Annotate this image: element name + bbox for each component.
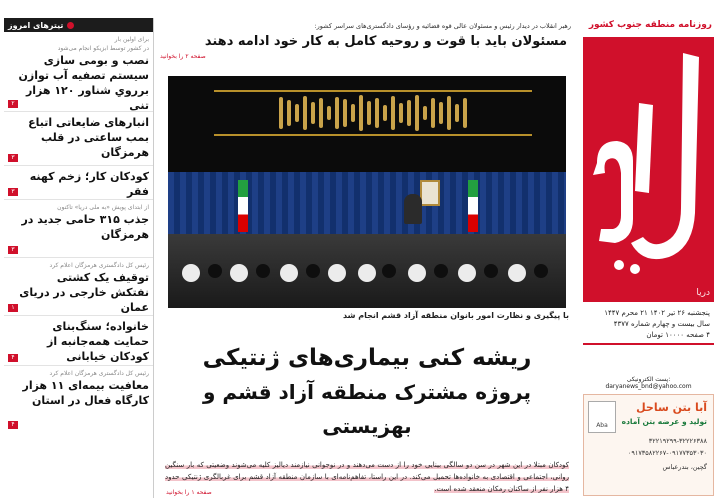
page-badge: ۲ <box>8 100 18 108</box>
ad-logo-text: Aba <box>596 422 608 429</box>
headlines-header-label: تیترهای امروز <box>8 20 64 30</box>
headline-title: کودکان کار؛ زخم کهنه فقر <box>29 170 149 198</box>
page-badge: ۳ <box>8 154 18 162</box>
main-story-page-ref[interactable]: صفحه ۱ را بخوانید <box>166 489 212 496</box>
headline-item[interactable] <box>4 166 153 200</box>
main-headline-line1: ریشه کنی بیماری‌های ژنتیکی <box>202 345 532 371</box>
headline-kicker: رئیس کل دادگستری هرمزگان اعلام کرد <box>49 262 149 269</box>
issue-date: پنجشنبه ۲۶ تیر ۱۴۰۲ ۲۱ محرم ۱۴۴۷ <box>604 309 710 317</box>
darya-logo-icon <box>583 43 714 293</box>
page-badge: ۳ <box>8 246 18 254</box>
headline-kicker: رئیس کل دادگستری هرمزگان اعلام کرد <box>49 370 149 377</box>
ad-logo <box>588 401 616 433</box>
headline-item[interactable] <box>4 366 153 432</box>
headline-item[interactable] <box>4 112 153 166</box>
headline-item[interactable] <box>4 32 153 112</box>
newspaper-slogan: روزنامه منطقه جنوب کشور <box>588 20 712 30</box>
calligraphy-banner <box>214 90 532 136</box>
masthead-column <box>583 18 714 498</box>
page-badge: ۱ <box>8 304 18 312</box>
top-story-kicker: رهبر انقلاب در دیدار رئیس و مسئولان عالی قوه قضائیه و رؤسای دادگستری‌های سراسر کشور: <box>314 22 571 30</box>
main-headline-line2: پروژه مشترک منطقه آزاد قشم و بهزیستی <box>203 380 531 438</box>
headline-item[interactable] <box>4 258 153 316</box>
headline-title: جذب ۳۱۵ حامی جدید در هرمزگان <box>21 213 149 241</box>
main-story-lead <box>165 459 569 495</box>
concrete-company-ad[interactable] <box>583 394 714 496</box>
ad-subtitle: تولید و عرضه بتن آماده <box>621 417 707 426</box>
issue-info <box>583 306 714 345</box>
issue-price: ۴ صفحه ۱۰۰۰۰ تومان <box>646 331 710 339</box>
front-page-center <box>160 18 575 498</box>
iran-flag <box>468 180 478 232</box>
headlines-header <box>4 18 153 32</box>
top-story-headline[interactable]: مسئولان باید با قوت و روحیه کامل به کار خود ادامه دهند <box>204 34 567 49</box>
audience-crowd <box>168 234 566 308</box>
headline-title: خانواده؛ سنگ‌بنای حمایت همه‌جانبه از کودکان خیابانی <box>47 320 149 363</box>
contact-email[interactable]: پست الکترونیکی: daryanews_bnd@yahoo.com <box>605 376 692 390</box>
headline-title: معافیت بیمه‌ای ۱۱ هزار کارگاه فعال در استان <box>22 379 149 407</box>
headline-title: انبارهای ضایعاتی اتباع بمب ساعتی در قلب هرمزگان <box>28 116 149 159</box>
main-story-headline[interactable] <box>165 341 569 443</box>
top-story-page-ref[interactable]: صفحه ۲ را بخوانید <box>160 53 206 60</box>
speaker-figure <box>404 194 422 224</box>
headline-title: نصب و بومی سازی سیستم تصفیه آب توازن بررویِ شناور ۱۲۰ هزار تنی <box>18 54 149 112</box>
ad-mobile: ۰۹۱۷۳۵۸۲۲۶۷-۰۹۱۷۷۳۵۳۰۳۰ <box>627 449 707 457</box>
ad-phone: ۳۲۲۱۹۲۹۹-۳۲۲۲۶۳۸۸ <box>648 437 707 445</box>
headline-kicker: برای اولین بار در کشور توسط ابزیکو انجام می‌شود <box>57 36 149 52</box>
headlines-column <box>4 18 154 498</box>
issue-number: سال بیست و چهارم شماره ۴۳۷۷ <box>613 320 710 328</box>
headline-item[interactable] <box>4 200 153 258</box>
headline-title: توقیف یک کشتی نفتکش خارجی در دریای عمان <box>19 271 149 314</box>
ad-brand: آبا بتن ساحل <box>636 401 707 414</box>
headline-kicker: از ابتدای پویش «به ملی دریا» تاکنون <box>57 204 149 211</box>
ad-address: گچین، بندرعباس <box>662 463 707 471</box>
masthead-logo-text: دریا <box>696 288 710 298</box>
iran-flag <box>238 180 248 232</box>
masthead-logo-block <box>583 37 714 302</box>
leader-meeting-photo <box>168 76 566 308</box>
portrait-frame <box>420 180 440 206</box>
main-story-kicker: با پیگیری و نظارت امور بانوان منطقه آزاد قشم انجام شد <box>342 311 569 320</box>
main-story-lead-text: کودکان مبتلا در این شهر در سن دو سالگی بینایی خود را از دست می‌دهند و در نوجوانی نیازمند دیالیز کلیه می‌شوند وضعیتی که بار سنگین روانی، اجتماعی و اقتصادی به خانواده‌ها تحمیل می‌کند. در این راستا، تفاهم‌نامه‌ای با سازمان منطقه آزاد قشم برای غربالگری ژنتیکی حدود ۴ هزار نفر از ساکنان رمکان منعقد شده است. <box>165 461 569 493</box>
page-badge: ۴ <box>8 421 18 429</box>
bullet-icon <box>67 22 74 29</box>
page-badge: ۴ <box>8 354 18 362</box>
headline-item[interactable] <box>4 316 153 366</box>
page-badge: ۳ <box>8 188 18 196</box>
